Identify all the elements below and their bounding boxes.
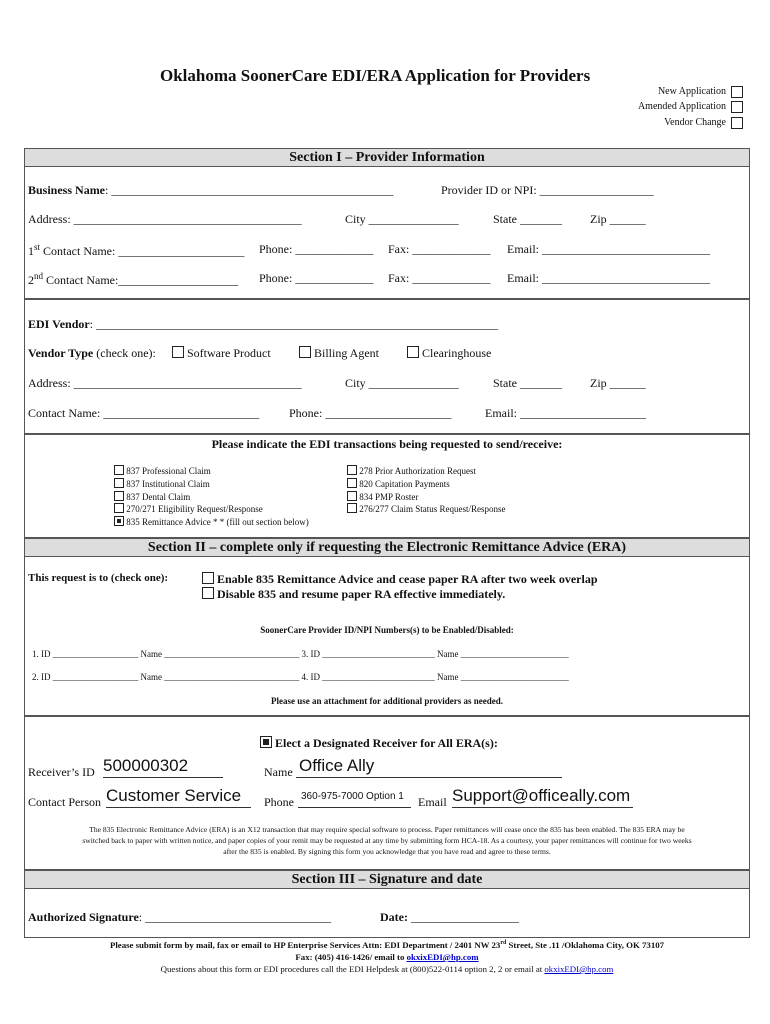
era-disclaimer: The 835 Electronic Remittance Advice (ERA) is an X12 transaction that may require special software to process. Paper remittances will cease once the 835 has been enabled. The 835 ERA may be switched back to paper with written notice, and paper copies of your remit may be requested at any time by submitting form HCA-18. As a courtesy, your paper remittances will continue for two weeks after the 835 is enabled. By signing this form you acknowledge that you have read and agree to these terms.: [82, 825, 692, 856]
contact1-phone-field[interactable]: Phone: _____________: [259, 242, 374, 256]
vendor-city-field[interactable]: City _______________: [345, 376, 459, 390]
vendor-address-field[interactable]: Address: ______________________________________: [28, 376, 302, 390]
footer-email-link[interactable]: okxixEDI@hp.com: [406, 952, 479, 962]
address-field[interactable]: Address: ______________________________________: [28, 212, 302, 226]
app-type-vendor-change-checkbox[interactable]: [731, 117, 743, 129]
billing-agent-checkbox[interactable]: [299, 346, 311, 358]
contact-person-label: Contact Person: [28, 795, 101, 809]
helpdesk-email-link[interactable]: okxixEDI@hp.com: [544, 964, 614, 974]
transaction-270-271[interactable]: 270/271 Eligibility Request/Response: [114, 503, 309, 516]
receiver-id-label: Receiver’s ID: [28, 765, 95, 779]
enable-835-checkbox[interactable]: [202, 572, 214, 584]
vendor-type-billing[interactable]: Billing Agent: [299, 346, 379, 361]
date-field[interactable]: Date: __________________: [380, 910, 519, 924]
transactions-heading: Please indicate the EDI transactions being requested to send/receive:: [211, 437, 563, 451]
page-title: Oklahoma SoonerCare EDI/ERA Application for Providers: [160, 66, 591, 85]
city-field[interactable]: City _______________: [345, 212, 459, 226]
vendor-phone-field[interactable]: Phone: _____________________: [289, 406, 452, 420]
transactions-right-list: [347, 465, 506, 516]
receiver-name-label: Name: [264, 765, 293, 779]
option-disable[interactable]: Disable 835 and resume paper RA effective immediately.: [202, 587, 505, 602]
option-enable[interactable]: Enable 835 Remittance Advice and cease paper RA after two week overlap: [202, 572, 598, 587]
vendor-zip-field[interactable]: Zip ______: [590, 376, 646, 390]
footer-helpdesk: Questions about this form or EDI procedures call the EDI Helpdesk at (800)522-0114 option 2, 2 or email at okxixEDI@hp.com: [160, 964, 614, 974]
provider-id-field[interactable]: Provider ID or NPI: ___________________: [441, 183, 654, 197]
contact2-email-field[interactable]: Email: ____________________________: [507, 271, 710, 285]
contact-person-field[interactable]: Customer Service: [106, 786, 251, 808]
vendor-type-label: Vendor Type (check one):: [28, 346, 156, 360]
vendor-contact-field[interactable]: Contact Name: __________________________: [28, 406, 260, 420]
transaction-835[interactable]: 835 Remittance Advice * * (fill out section below): [114, 516, 309, 529]
zip-field[interactable]: Zip ______: [590, 212, 646, 226]
transactions-left-list: [114, 465, 309, 529]
clearinghouse-checkbox[interactable]: [407, 346, 419, 358]
app-type-amended-checkbox[interactable]: [731, 101, 743, 113]
receiver-id-field[interactable]: 500000302: [103, 756, 223, 778]
attachment-note: Please use an attachment for additional providers as needed.: [271, 696, 503, 706]
contact2-fax-field[interactable]: Fax: _____________: [388, 271, 491, 285]
transaction-276-277[interactable]: 276/277 Claim Status Request/Response: [347, 503, 506, 516]
app-type-vendor-change-label: Vendor Change: [664, 117, 726, 128]
section2-header: Section II – complete only if requesting the Electronic Remittance Advice (ERA): [24, 538, 750, 557]
vendor-type-clearinghouse[interactable]: Clearinghouse: [407, 346, 491, 361]
section3-header: Section III – Signature and date: [24, 870, 750, 889]
transaction-820[interactable]: 820 Capitation Payments: [347, 478, 506, 491]
app-type-amended-label: Amended Application: [637, 101, 726, 112]
receiver-name-field[interactable]: Office Ally: [296, 756, 562, 778]
email-label: Email: [418, 795, 447, 809]
contact2-name-field[interactable]: 2nd Contact Name:____________________: [28, 271, 239, 287]
contact1-email-field[interactable]: Email: ____________________________: [507, 242, 710, 256]
footer-address: Please submit form by mail, fax or email to HP Enterprise Services Attn: EDI Department / 2401 NW 23rd Street, Ste .11 /Oklahoma City, OK 73107: [109, 940, 665, 950]
designated-receiver[interactable]: Elect a Designated Receiver for All ERA(s):: [260, 736, 498, 751]
contact1-fax-field[interactable]: Fax: _____________: [388, 242, 491, 256]
business-name-field[interactable]: Business Name: _______________________________________________: [28, 183, 394, 197]
vendor-email-field[interactable]: Email: _____________________: [485, 406, 646, 420]
section1-header: Section I – Provider Information: [24, 148, 750, 167]
signature-field[interactable]: Authorized Signature: _______________________________: [28, 910, 332, 924]
vendor-state-field[interactable]: State _______: [493, 376, 562, 390]
transaction-837p[interactable]: 837 Professional Claim: [114, 465, 309, 478]
id-row-2[interactable]: 2. ID ___________________ Name ______________________________ 4. ID _________________________ Name ________________________: [32, 672, 569, 682]
transaction-837d[interactable]: 837 Dental Claim: [114, 491, 309, 504]
state-field[interactable]: State _______: [493, 212, 562, 226]
transaction-837i[interactable]: 837 Institutional Claim: [114, 478, 309, 491]
software-product-checkbox[interactable]: [172, 346, 184, 358]
contact1-name-field[interactable]: 1st Contact Name: _____________________: [28, 242, 245, 258]
transaction-278[interactable]: 278 Prior Authorization Request: [347, 465, 506, 478]
edi-vendor-field[interactable]: EDI Vendor: ___________________________________________________________________: [28, 317, 499, 331]
contact2-phone-field[interactable]: Phone: _____________: [259, 271, 374, 285]
transaction-834[interactable]: 834 PMP Roster: [347, 491, 506, 504]
footer-fax-email: Fax: (405) 416-1426/ email to okxixEDI@hp.com: [295, 952, 479, 962]
request-label: This request is to (check one):: [28, 572, 169, 584]
npi-heading: SoonerCare Provider ID/NPI Numbers(s) to be Enabled/Disabled:: [260, 625, 514, 635]
app-type-new-checkbox[interactable]: [731, 86, 743, 98]
phone-label: Phone: [264, 795, 294, 809]
disable-835-checkbox[interactable]: [202, 587, 214, 599]
email-field[interactable]: Support@officeally.com: [452, 786, 633, 808]
app-type-new-label: New Application: [657, 86, 726, 97]
designated-receiver-checkbox[interactable]: [260, 736, 272, 748]
phone-field[interactable]: 360-975-7000 Option 1: [298, 788, 411, 808]
vendor-type-software[interactable]: Software Product: [172, 346, 271, 361]
id-row-1[interactable]: 1. ID ___________________ Name ______________________________ 3. ID _________________________ Name ________________________: [32, 649, 569, 659]
